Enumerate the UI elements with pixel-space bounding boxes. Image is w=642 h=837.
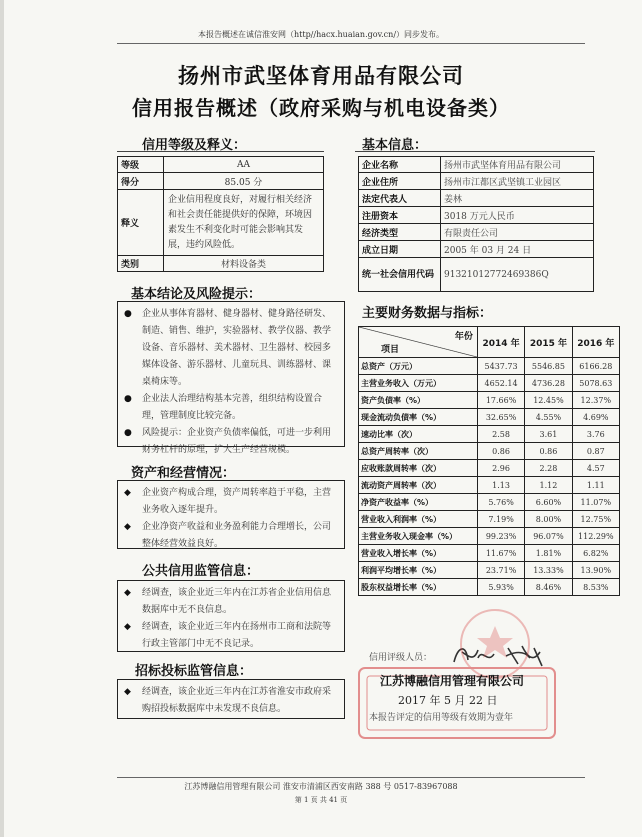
basic-info-heading: 基本信息： (362, 138, 428, 153)
meaning-label: 释义 (118, 190, 164, 256)
year-2016-header: 2016 年 (572, 327, 619, 358)
finance-cell: 1.81% (525, 545, 572, 562)
finance-row (359, 358, 620, 375)
rater-label: 信用评级人员： (369, 653, 433, 663)
finance-cell: 13.90% (572, 562, 619, 579)
conclusions-box (117, 301, 345, 455)
finance-row (359, 545, 620, 562)
year-header: 年份 (454, 332, 473, 342)
diamond-bullet-icon: ◆ (124, 522, 131, 532)
finance-cell: 5.93% (477, 579, 524, 596)
finance-cell: 3.61 (525, 426, 572, 443)
finance-row-label: 净资产收益率（%） (359, 494, 478, 511)
finance-row-label: 资产负债率（%） (359, 392, 478, 409)
conclusion-item: ● 企业从事体育器材、健身器材、健身路径研发、制造、销售、维护，实验器材、教学仪器、教学设备、音乐器材、美术器材、卫生器材、校园多媒体设备、游乐器材、儿童玩具、训练器材、课桌椅床等。 (124, 306, 338, 391)
bidding-box (117, 679, 345, 719)
finance-cell: 8.53% (572, 579, 619, 596)
finance-heading: 主要财务数据与指标： (362, 306, 493, 321)
finance-cell: 1.11 (572, 477, 619, 494)
finance-cell: 8.00% (525, 511, 572, 528)
finance-cell: 3.76 (572, 426, 619, 443)
finance-cell: 6.60% (525, 494, 572, 511)
rating-row-category (118, 256, 324, 272)
finance-row (359, 443, 620, 460)
finance-header-corner (359, 327, 478, 358)
company-seal-image (355, 606, 565, 776)
scan-edge (0, 0, 4, 837)
report-title: 信用报告概述（政府采购与机电设备类） (132, 96, 510, 120)
finance-cell: 1.12 (525, 477, 572, 494)
bullet-icon: ● (124, 428, 132, 438)
publication-note: 本报告概述在诚信淮安网（http//hacx.huaian.gov.cn/）同步发布。 (197, 30, 445, 39)
finance-row-label: 利润平均增长率（%） (359, 562, 478, 579)
info-row: 注册资本 3018 万元人民币 (359, 207, 594, 224)
finance-cell: 2.96 (477, 460, 524, 477)
finance-cell: 5546.85 (525, 358, 572, 375)
basic-info-rule (355, 151, 595, 152)
finance-row-label: 总资产周转率（次） (359, 443, 478, 460)
info-row: 企业住所 扬州市江都区武坚镇工业园区 (359, 173, 594, 190)
finance-cell: 13.33% (525, 562, 572, 579)
finance-row-label: 营业收入利润率（%） (359, 511, 478, 528)
finance-cell: 99.23% (477, 528, 524, 545)
diamond-bullet-icon: ◆ (124, 488, 131, 498)
finance-cell: 5.76% (477, 494, 524, 511)
finance-cell: 5437.73 (477, 358, 524, 375)
info-row: 统一社会信用代码 91321012772469386Q (359, 258, 594, 292)
info-row: 法定代表人 姜林 (359, 190, 594, 207)
rating-heading: 信用等级及释义： (142, 138, 247, 153)
finance-row (359, 460, 620, 477)
finance-row (359, 511, 620, 528)
score-label: 得分 (118, 173, 164, 190)
rating-value: AA (164, 157, 324, 173)
diamond-bullet-icon: ◆ (124, 687, 131, 697)
bidding-item: ◆ 经调查，该企业近三年内在江苏省淮安市政府采购招投标数据库中未发现不良信息。 (124, 684, 338, 718)
finance-row (359, 375, 620, 392)
footer-text: 江苏博融信用管理有限公司 淮安市清浦区西安南路 388 号 0517-83967088 (184, 782, 458, 791)
finance-row (359, 409, 620, 426)
assets-box (117, 480, 345, 549)
finance-cell: 12.37% (572, 392, 619, 409)
supervision-heading: 公共信用监管信息： (142, 564, 260, 579)
footer-rule (117, 777, 585, 778)
info-row: 企业名称 扬州市武坚体育用品有限公司 (359, 157, 594, 173)
finance-row (359, 392, 620, 409)
supervision-box (117, 580, 345, 652)
finance-cell: 4.57 (572, 460, 619, 477)
finance-row (359, 528, 620, 545)
finance-cell: 4736.28 (525, 375, 572, 392)
conclusion-item: ● 企业法人治理结构基本完善，组织结构设置合理，管理制度比较完备。 (124, 391, 338, 425)
assets-item: ◆ 企业净资产收益和业务盈利能力合理增长，公司整体经营效益良好。 (124, 519, 338, 553)
finance-cell: 0.86 (477, 443, 524, 460)
finance-row (359, 426, 620, 443)
rating-rule (117, 151, 324, 152)
basic-info-table (358, 156, 594, 292)
rating-row-score (118, 173, 324, 190)
assets-heading: 资产和经营情况： (131, 466, 236, 481)
bullet-icon: ● (124, 309, 132, 319)
finance-cell: 2.28 (525, 460, 572, 477)
finance-cell: 32.65% (477, 409, 524, 426)
finance-cell: 1.13 (477, 477, 524, 494)
validity-note: 本报告评定的信用等级有效期为壹年 (369, 713, 514, 723)
rating-row-level (118, 157, 324, 173)
finance-table (358, 326, 620, 596)
finance-row-label: 股东权益增长率（%） (359, 579, 478, 596)
finance-cell: 6.82% (572, 545, 619, 562)
finance-cell: 8.46% (525, 579, 572, 596)
finance-cell: 4.55% (525, 409, 572, 426)
conclusions-heading: 基本结论及风险提示： (131, 287, 262, 302)
finance-cell: 2.58 (477, 426, 524, 443)
finance-row-label: 现金流动负债率（%） (359, 409, 478, 426)
finance-cell: 12.45% (525, 392, 572, 409)
finance-row-label: 主营业务收入现金率（%） (359, 528, 478, 545)
finance-body (359, 358, 620, 596)
year-2014-header: 2014 年 (477, 327, 524, 358)
supervision-item: ◆ 经调查，该企业近三年内在江苏省企业信用信息数据库中无不良信息。 (124, 585, 338, 619)
finance-cell: 5078.63 (572, 375, 619, 392)
finance-cell: 12.75% (572, 511, 619, 528)
rating-company-name: 江苏博融信用管理有限公司 (380, 674, 525, 688)
finance-cell: 4652.14 (477, 375, 524, 392)
info-row: 成立日期 2005 年 03 月 24 日 (359, 241, 594, 258)
finance-cell: 112.29% (572, 528, 619, 545)
header-rule (117, 43, 585, 44)
finance-cell: 0.86 (525, 443, 572, 460)
finance-row (359, 477, 620, 494)
company-title: 扬州市武坚体育用品有限公司 (178, 64, 464, 88)
meaning-value: 企业信用程度良好，对履行相关经济和社会责任能提供好的保障，环境因素发生不利变化时可能会影响其发展，违约风险低。 (164, 190, 324, 256)
assets-item: ◆ 企业资产构成合理，资产周转率趋于平稳，主营业务收入逐年提升。 (124, 485, 338, 519)
finance-row-label: 应收账款周转率（次） (359, 460, 478, 477)
supervision-item: ◆ 经调查，该企业近三年内在扬州市工商和法院等行政主管部门中无不良记录。 (124, 619, 338, 653)
rating-row-meaning (118, 190, 324, 256)
category-label: 类别 (118, 256, 164, 272)
finance-cell: 11.07% (572, 494, 619, 511)
bidding-heading: 招标投标监管信息： (135, 664, 253, 679)
bullet-icon: ● (124, 394, 132, 404)
finance-cell: 96.07% (525, 528, 572, 545)
finance-row-label: 速动比率（次） (359, 426, 478, 443)
finance-row-label: 主营业务收入（万元） (359, 375, 478, 392)
score-value: 85.05 分 (164, 173, 324, 190)
finance-cell: 6166.28 (572, 358, 619, 375)
finance-cell: 23.71% (477, 562, 524, 579)
diamond-bullet-icon: ◆ (124, 622, 131, 632)
finance-row (359, 562, 620, 579)
report-date: 2017 年 5 月 22 日 (398, 694, 498, 707)
info-row: 经济类型 有限责任公司 (359, 224, 594, 241)
page-number: 第 1 页 共 41 页 (294, 796, 348, 804)
conclusion-item: ● 风险提示：企业资产负债率偏低，可进一步利用财务杠杆的原理，扩大生产经营规模。 (124, 425, 338, 459)
year-2015-header: 2015 年 (525, 327, 572, 358)
finance-row (359, 494, 620, 511)
finance-cell: 0.87 (572, 443, 619, 460)
finance-cell: 11.67% (477, 545, 524, 562)
finance-header-row (359, 327, 620, 358)
category-value: 材料设备类 (164, 256, 324, 272)
item-header: 项目 (381, 345, 400, 355)
diamond-bullet-icon: ◆ (124, 588, 131, 598)
finance-cell: 4.69% (572, 409, 619, 426)
finance-cell: 17.66% (477, 392, 524, 409)
rating-table (117, 156, 324, 272)
finance-row-label: 流动资产周转率（次） (359, 477, 478, 494)
finance-row-label: 营业收入增长率（%） (359, 545, 478, 562)
rating-label: 等级 (118, 157, 164, 173)
finance-row (359, 579, 620, 596)
finance-cell: 7.19% (477, 511, 524, 528)
finance-row-label: 总资产（万元） (359, 358, 478, 375)
